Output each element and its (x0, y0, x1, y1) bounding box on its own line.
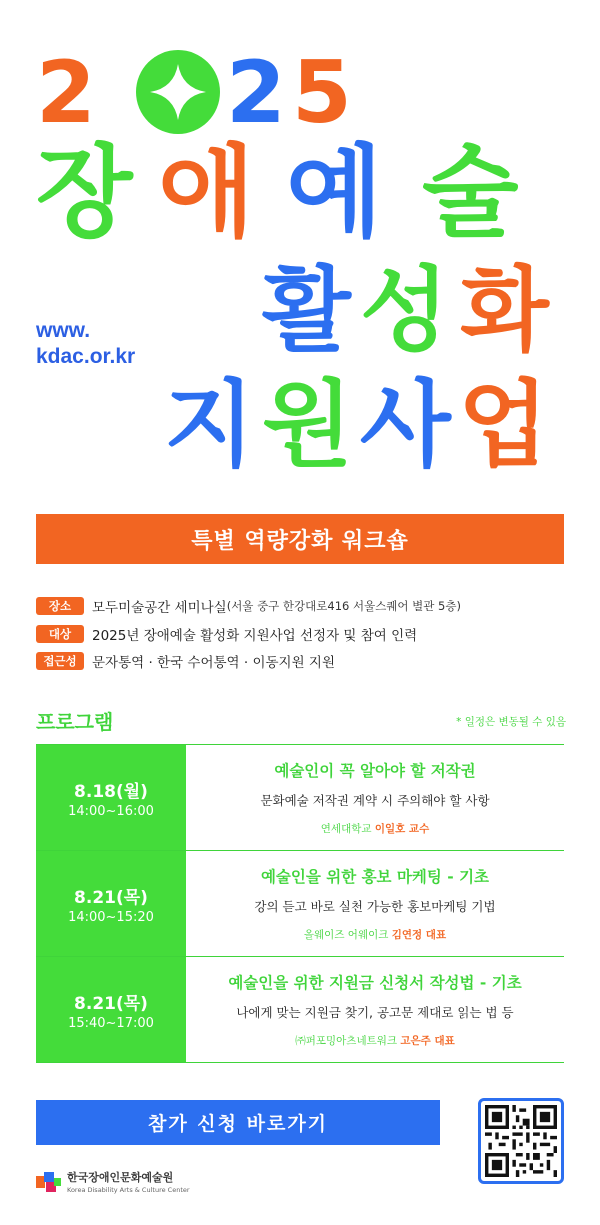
svg-text:화: 화 (460, 257, 549, 364)
url-line1[interactable]: www. (36, 319, 91, 342)
info-row-location (36, 596, 566, 616)
table-row (36, 745, 564, 851)
svg-text:5: 5 (292, 43, 352, 143)
workshop-banner: 특별 역량강화 워크숍 (36, 514, 564, 564)
logo-name: 한국장애인문화예술원 (67, 1171, 174, 1184)
session-speaker: ㈜퍼포밍아츠네트워크 고은주 대표 (295, 1035, 455, 1047)
info-text: 모두미술공간 세미나실 (92, 600, 227, 616)
info-row-target (36, 624, 566, 644)
svg-text:2: 2 (226, 43, 286, 143)
svg-text:원: 원 (262, 371, 353, 480)
info-text: 2025년 장애예술 활성화 지원사업 선정자 및 참여 인력 (92, 628, 418, 644)
info-text: 문자통역 · 한국 수어통역 · 이동지원 지원 (92, 655, 335, 671)
schedule-note: * 일정은 변동될 수 있음 (456, 716, 566, 728)
session-detail (186, 957, 564, 1062)
session-speaker: 올웨이즈 어웨이크 김연정 대표 (303, 929, 447, 941)
info-tag: 대상 (36, 625, 84, 643)
qr-code[interactable] (478, 1098, 564, 1184)
table-row (36, 957, 564, 1063)
svg-text:술: 술 (422, 134, 519, 251)
session-date-cell (36, 851, 186, 956)
session-speaker: 연세대학교 이일호 교수 (320, 823, 430, 835)
info-subtext: (서울 중구 한강대로416 서울스퀘어 별관 5층) (226, 599, 461, 613)
session-time: 15:40~17:00 (68, 1015, 154, 1031)
hero-line3 (164, 371, 549, 480)
session-date: 8.18(월) (74, 781, 148, 802)
session-time: 14:00~16:00 (68, 803, 154, 819)
program-table (36, 744, 564, 1063)
session-desc: 문화예술 저작권 계약 시 주의해야 할 사항 (260, 793, 490, 808)
organization-logo (36, 1169, 190, 1194)
session-title: 예술인을 위한 홍보 마케팅 - 기초 (260, 868, 490, 886)
svg-text:사: 사 (360, 371, 451, 480)
info-tag: 장소 (36, 597, 84, 615)
session-title: 예술인을 위한 지원금 신청서 작성법 - 기초 (228, 974, 522, 992)
session-date-cell (36, 957, 186, 1062)
hero-line1 (36, 134, 519, 251)
session-date-cell (36, 745, 186, 850)
svg-text:2: 2 (36, 43, 96, 143)
info-tag: 접근성 (36, 652, 84, 670)
qr-code-icon (485, 1105, 557, 1177)
hero-line2 (261, 257, 550, 364)
session-title: 예술인이 꼭 알아야 할 저작권 (274, 762, 476, 780)
svg-text:장: 장 (36, 134, 133, 251)
svg-text:활: 활 (262, 257, 351, 364)
hero-year (36, 43, 352, 143)
svg-text:성: 성 (360, 257, 449, 364)
info-row-accessibility (36, 651, 566, 671)
session-date: 8.21(목) (74, 993, 148, 1014)
session-detail (186, 851, 564, 956)
svg-text:애: 애 (158, 134, 255, 251)
session-time: 14:00~15:20 (68, 909, 154, 925)
session-date: 8.21(목) (74, 887, 148, 908)
apply-button[interactable]: 참가 신청 바로가기 (36, 1100, 440, 1145)
session-desc: 나에게 맞는 지원금 찾기, 공고문 제대로 읽는 법 등 (236, 1005, 514, 1020)
url-line2[interactable]: kdac.or.kr (36, 345, 136, 368)
logo-english-name: Korea Disability Arts & Culture Center (67, 1186, 190, 1194)
website-url[interactable] (36, 318, 135, 370)
table-row (36, 851, 564, 957)
svg-text:예: 예 (286, 134, 383, 251)
program-title: 프로그램 (36, 710, 114, 734)
session-desc: 강의 듣고 바로 실천 가능한 홍보마케팅 기법 (254, 899, 496, 914)
svg-text:업: 업 (458, 371, 549, 480)
svg-text:지: 지 (164, 371, 255, 480)
session-detail (186, 745, 564, 850)
hero-title (30, 42, 570, 492)
kdac-logo-icon (36, 1172, 62, 1192)
